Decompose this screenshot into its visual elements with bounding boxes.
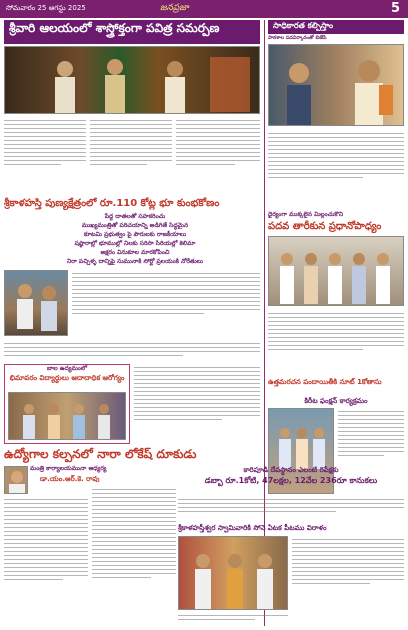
paper-name: జనప్రజా	[160, 3, 189, 13]
corporation-subhead: డబ్బా రూ.1కోటి, 47లక్షల, 12వేల 236రూ కానుకలు	[204, 476, 378, 485]
jobs-author: డా.యం.ఆర్.కె. రావు	[40, 475, 100, 483]
main-article-col2	[90, 117, 172, 195]
officials-meeting-figures	[5, 271, 68, 336]
donation-ceremony-figures	[179, 537, 288, 610]
officials-meeting-photo	[4, 270, 68, 336]
kalahasti-subhead-4: షష్ఠారాల్లో భూముల్లో నిలకు సరిసా సిరియల్లో కెలిమా	[74, 240, 196, 247]
students-event-figures	[9, 393, 126, 440]
bottom-right-article-text	[292, 536, 404, 624]
bottom-right-headline: శ్రీకాళహస్తీశ్వర స్వామివారికి సోనె ఏటక పీటము విరాళం	[178, 524, 327, 532]
jobs-headline: ఉద్యోగాల కల్పనలో నారా లోకేష్ దూకుడు	[4, 447, 197, 461]
main-article-col1	[4, 117, 86, 195]
main-article-col3	[176, 117, 260, 195]
group-photo	[268, 236, 404, 306]
main-headline: శ్రీవారి ఆలయంలో శాస్త్రోక్తంగా పవిత్ర సమర్పణ	[4, 20, 260, 44]
minister-portrait-figure	[5, 467, 28, 494]
official-portrait-photo	[268, 44, 404, 126]
official-portrait-figures	[269, 45, 404, 126]
masthead	[0, 0, 408, 18]
mid-left-subhead: భిమావరం విద్యార్థులు ఆదాదాధిక ఆరోగ్యం	[9, 374, 125, 382]
kalahasti-article-text-2	[4, 340, 260, 362]
student-headline: ఉత్తమరచన పందాయితీకి నూట్ 1కోతాసు	[268, 378, 382, 386]
right-mid-article-text	[268, 310, 404, 374]
student-article-text-2	[178, 496, 404, 520]
kalahasti-subhead-1: పేద్ద దాతలతో సహకరించు	[104, 213, 166, 220]
right-mid-prehead: ధైర్యంగా ముక్కలైన మిల్లంచుకొని	[268, 211, 344, 218]
right-top-article-text	[268, 130, 404, 208]
jobs-subhead: మంత్రి కార్యాలయమునా ఆధ్యర్య	[30, 465, 107, 472]
kalahasti-subhead-6: నిరా పచ్చిళ్ళ దాన్నిపై సుమునాకి సోర్టో ప్రలయంకి నోరేతులు	[67, 258, 203, 265]
student-subhead: కిరీట ఫంక్షన్ కార్యక్రమం	[304, 397, 368, 405]
kalahasti-article-text	[72, 270, 260, 336]
kalahasti-subhead-2: ముఖ్యమంత్రితో పరిచయాన్ని అడిగితే సిద్ధమైన	[81, 222, 189, 229]
right-top-subhead: పాఠశాల పదవిర్కారంతో బిజేపి	[268, 35, 327, 41]
jobs-article-col1	[4, 496, 88, 624]
page-number: 5	[390, 1, 400, 16]
donation-ceremony-photo	[178, 536, 288, 610]
temple-ceremony-figures	[5, 47, 260, 114]
issue-date: సోమవారం 25 ఆగస్టు 2025	[6, 4, 86, 12]
right-mid-headline: పదవ తారీకున ప్రధానోపాధ్యం	[268, 221, 382, 232]
jobs-article-col2	[92, 486, 176, 624]
kalahasti-headline: శ్రీకాళహస్తి పుణ్యక్షేత్రంలో రూ.110 కోట్ల భూ కుంభకోణం	[4, 198, 220, 209]
students-event-photo	[8, 392, 126, 440]
temple-ceremony-photo	[4, 46, 260, 114]
bottom-right-article-text-2	[178, 612, 288, 626]
mid-left-headline: బాల ఉద్యమంలో	[46, 365, 88, 372]
group-photo-figures	[269, 237, 404, 306]
kalahasti-subhead-5: అక్షరం వినుకూల మారకోపించి	[100, 249, 170, 256]
corporation-headline: కారిపూడి దేవస్థానం ఎలంటి రిపేక్షకు	[243, 466, 339, 474]
minister-portrait-photo	[4, 466, 28, 494]
right-top-headline: సాధికారత కల్పిస్తాం	[268, 20, 404, 34]
kalahasti-subhead-3: కూటమి ప్రభుత్వం పై పౌరులకు రాజకీయాలు	[83, 231, 187, 238]
mid-center-article-text	[134, 364, 260, 444]
